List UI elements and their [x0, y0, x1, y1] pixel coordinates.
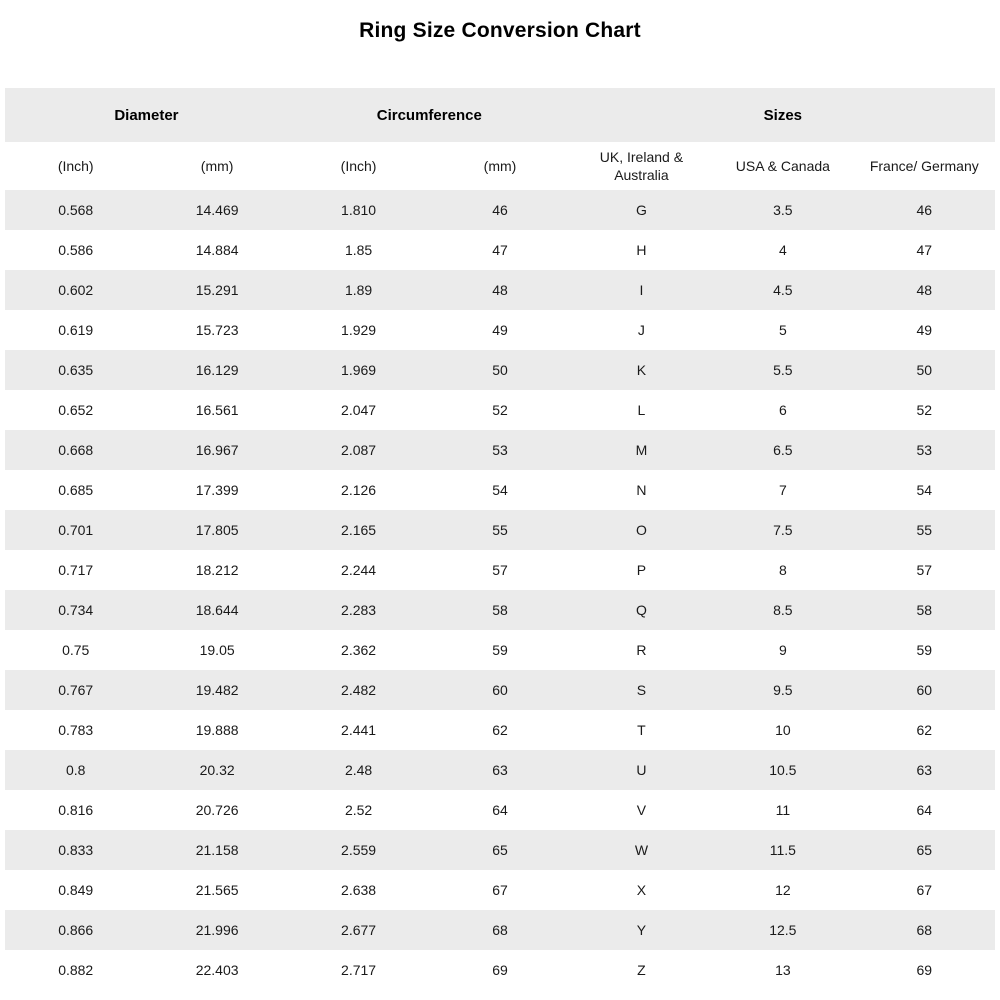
- table-cell: 0.568: [58, 202, 94, 218]
- table-cell: 20.32: [199, 762, 235, 778]
- table-cell: 0.734: [58, 602, 94, 618]
- subheader-uk-ireland-australia: UK, Ireland & Australia: [599, 148, 684, 183]
- table-row: [5, 550, 995, 590]
- table-row: [5, 350, 995, 390]
- table-cell: N: [636, 482, 647, 498]
- table-cell: 50: [916, 362, 933, 378]
- table-cell: 47: [492, 242, 508, 258]
- table-cell: 59: [916, 642, 933, 658]
- table-cell: 63: [492, 762, 508, 778]
- table-row: [5, 190, 995, 230]
- table-cell: 64: [916, 802, 933, 818]
- table-cell: 65: [916, 842, 933, 858]
- table-cell: 0.717: [58, 562, 94, 578]
- table-cell: 4.5: [773, 282, 793, 298]
- table-row: [5, 430, 995, 470]
- table-cell: K: [636, 362, 647, 378]
- table-row: [5, 870, 995, 910]
- table-cell: 5: [778, 322, 787, 338]
- table-cell: H: [636, 242, 647, 258]
- table-cell: 2.126: [341, 482, 377, 498]
- table-cell: 50: [492, 362, 508, 378]
- table-cell: 62: [492, 722, 508, 738]
- table-cell: 0.833: [58, 842, 94, 858]
- table-cell: 0.635: [58, 362, 94, 378]
- table-cell: 63: [916, 762, 933, 778]
- table-cell: Y: [636, 922, 647, 938]
- table-cell: 47: [916, 242, 933, 258]
- table-row: [5, 470, 995, 510]
- table-subheader-row: [5, 142, 995, 190]
- table-cell: 62: [916, 722, 933, 738]
- table-cell: 2.283: [341, 602, 377, 618]
- table-cell: 4: [778, 242, 787, 258]
- table-cell: L: [637, 402, 646, 418]
- table-cell: 54: [916, 482, 933, 498]
- table-cell: 16.967: [195, 442, 239, 458]
- table-cell: O: [635, 522, 647, 538]
- table-cell: W: [634, 842, 649, 858]
- table-cell: 52: [492, 402, 508, 418]
- table-cell: 2.165: [341, 522, 377, 538]
- table-row: [5, 950, 995, 990]
- table-cell: 6.5: [773, 442, 793, 458]
- table-cell: 2.244: [341, 562, 377, 578]
- subheader-diameter-mm: (mm): [200, 157, 234, 174]
- table-cell: 0.882: [58, 962, 94, 978]
- subheader-france-germany: France/ Germany: [869, 157, 979, 174]
- table-cell: 11: [775, 802, 791, 818]
- table-cell: 0.816: [58, 802, 94, 818]
- table-cell: Q: [635, 602, 647, 618]
- table-row: [5, 390, 995, 430]
- table-cell: 64: [492, 802, 508, 818]
- table-row: [5, 270, 995, 310]
- table-cell: 7: [778, 482, 787, 498]
- group-header-sizes: Sizes: [763, 106, 803, 124]
- table-cell: 18.212: [195, 562, 239, 578]
- table-cell: 0.685: [58, 482, 94, 498]
- table-cell: 0.586: [58, 242, 94, 258]
- table-cell: 16.561: [195, 402, 239, 418]
- table-cell: 57: [916, 562, 933, 578]
- table-cell: 52: [916, 402, 933, 418]
- table-cell: 60: [916, 682, 933, 698]
- table-row: [5, 230, 995, 270]
- table-cell: 53: [492, 442, 508, 458]
- table-cell: 46: [916, 202, 933, 218]
- table-cell: 8: [778, 562, 787, 578]
- table-row: [5, 670, 995, 710]
- table-cell: 68: [492, 922, 508, 938]
- table-cell: 2.482: [341, 682, 377, 698]
- subheader-circumference-inch: (Inch): [340, 157, 377, 174]
- table-cell: 68: [916, 922, 933, 938]
- table-cell: 0.701: [58, 522, 94, 538]
- table-cell: 0.783: [58, 722, 94, 738]
- table-row: [5, 310, 995, 350]
- table-cell: 1.89: [344, 282, 373, 298]
- table-cell: 2.717: [341, 962, 377, 978]
- table-cell: 10.5: [769, 762, 797, 778]
- table-cell: 2.52: [344, 802, 373, 818]
- page-title: Ring Size Conversion Chart: [359, 19, 641, 42]
- table-row: [5, 790, 995, 830]
- table-cell: 65: [492, 842, 508, 858]
- table-cell: 3.5: [773, 202, 793, 218]
- table-cell: 21.565: [195, 882, 239, 898]
- table-cell: 5.5: [773, 362, 793, 378]
- table-cell: 46: [492, 202, 508, 218]
- table-cell: 17.399: [195, 482, 239, 498]
- table-cell: 9: [778, 642, 787, 658]
- table-cell: 19.05: [199, 642, 235, 658]
- table-cell: Z: [637, 962, 646, 978]
- table-cell: R: [636, 642, 647, 658]
- table-cell: 8.5: [773, 602, 793, 618]
- table-cell: 14.469: [195, 202, 239, 218]
- table-cell: 21.158: [195, 842, 239, 858]
- table-cell: 0.866: [58, 922, 94, 938]
- table-cell: 22.403: [195, 962, 239, 978]
- table-cell: 58: [916, 602, 933, 618]
- table-cell: J: [637, 322, 645, 338]
- table-cell: 15.723: [195, 322, 239, 338]
- table-cell: 11.5: [769, 842, 796, 858]
- table-cell: P: [636, 562, 647, 578]
- table-cell: 2.441: [341, 722, 377, 738]
- table-cell: 2.047: [341, 402, 377, 418]
- table-cell: 55: [492, 522, 508, 538]
- table-cell: 69: [492, 962, 508, 978]
- table-cell: 1.810: [341, 202, 377, 218]
- table-cell: 16.129: [195, 362, 239, 378]
- table-cell: 18.644: [195, 602, 239, 618]
- table-cell: 49: [492, 322, 508, 338]
- table-row: [5, 590, 995, 630]
- table-cell: 48: [916, 282, 933, 298]
- table-cell: 0.75: [62, 642, 90, 658]
- table-cell: 57: [492, 562, 508, 578]
- table-cell: 0.767: [58, 682, 94, 698]
- table-cell: 0.668: [58, 442, 94, 458]
- table-row: [5, 910, 995, 950]
- table-cell: 48: [492, 282, 508, 298]
- table-cell: 0.652: [58, 402, 94, 418]
- table-cell: 2.362: [341, 642, 377, 658]
- table-cell: 19.888: [195, 722, 239, 738]
- table-cell: 67: [492, 882, 508, 898]
- table-cell: 13: [775, 962, 791, 978]
- subheader-usa-canada: USA & Canada: [735, 157, 830, 174]
- table-cell: 0.8: [65, 762, 86, 778]
- table-row: [5, 510, 995, 550]
- table-cell: 1.929: [341, 322, 377, 338]
- table-cell: 55: [916, 522, 933, 538]
- table-cell: 53: [916, 442, 933, 458]
- table-cell: 49: [916, 322, 933, 338]
- table-cell: 10: [775, 722, 791, 738]
- table-cell: 1.969: [341, 362, 377, 378]
- table-cell: 2.677: [341, 922, 377, 938]
- ring-size-conversion-table: [5, 88, 995, 990]
- table-cell: 2.559: [341, 842, 377, 858]
- table-row: [5, 750, 995, 790]
- table-row: [5, 630, 995, 670]
- table-cell: 7.5: [773, 522, 793, 538]
- table-cell: 58: [492, 602, 508, 618]
- table-cell: 54: [492, 482, 508, 498]
- table-cell: 6: [778, 402, 787, 418]
- table-cell: 21.996: [195, 922, 239, 938]
- table-cell: 17.805: [195, 522, 239, 538]
- table-cell: 60: [492, 682, 508, 698]
- table-group-header-row: [5, 88, 995, 142]
- subheader-circumference-mm: (mm): [483, 157, 517, 174]
- table-cell: 12.5: [769, 922, 797, 938]
- table-cell: X: [636, 882, 647, 898]
- table-cell: 69: [916, 962, 933, 978]
- table-cell: 0.849: [58, 882, 94, 898]
- group-header-circumference: Circumference: [376, 106, 482, 124]
- table-cell: V: [636, 802, 647, 818]
- table-cell: 20.726: [195, 802, 239, 818]
- table-cell: I: [639, 282, 644, 298]
- table-cell: S: [636, 682, 647, 698]
- table-cell: G: [635, 202, 647, 218]
- table-cell: 59: [492, 642, 508, 658]
- table-cell: 2.638: [341, 882, 377, 898]
- table-cell: 2.48: [344, 762, 373, 778]
- table-body: [5, 190, 995, 990]
- table-cell: 67: [916, 882, 933, 898]
- table-cell: 1.85: [344, 242, 373, 258]
- table-row: [5, 710, 995, 750]
- table-cell: 12: [775, 882, 791, 898]
- table-cell: 2.087: [341, 442, 377, 458]
- group-header-diameter: Diameter: [114, 106, 179, 124]
- table-row: [5, 830, 995, 870]
- table-cell: 0.619: [58, 322, 94, 338]
- table-cell: T: [637, 722, 646, 738]
- table-cell: 0.602: [58, 282, 94, 298]
- table-cell: M: [635, 442, 648, 458]
- table-cell: 19.482: [195, 682, 239, 698]
- table-cell: 9.5: [773, 682, 793, 698]
- subheader-diameter-inch: (Inch): [57, 157, 94, 174]
- table-cell: U: [636, 762, 647, 778]
- table-cell: 14.884: [195, 242, 239, 258]
- table-cell: 15.291: [195, 282, 239, 298]
